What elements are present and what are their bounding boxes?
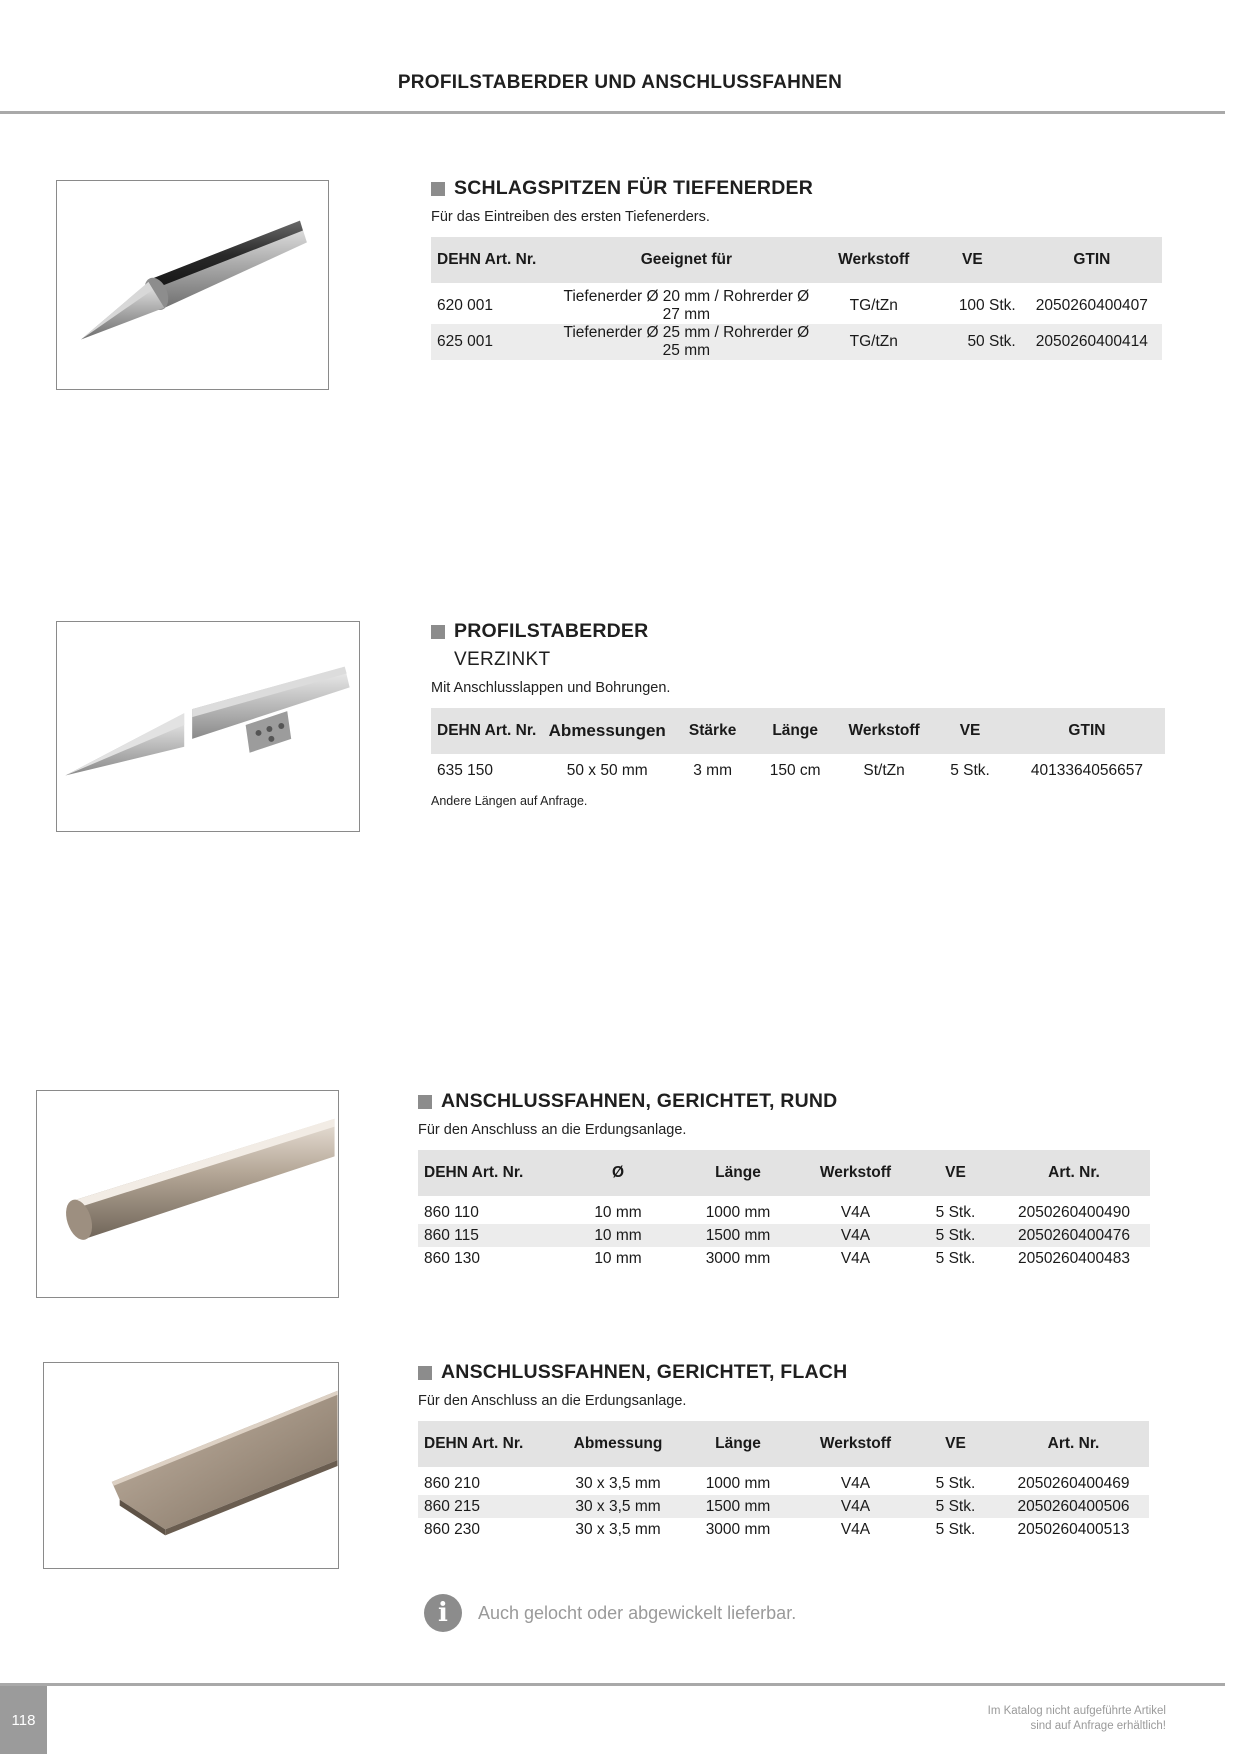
column-header: DEHN Art. Nr. xyxy=(418,1150,558,1196)
table-cell: 2050260400476 xyxy=(998,1224,1150,1247)
table-cell: 10 mm xyxy=(594,1249,642,1267)
product-table xyxy=(418,1421,1149,1541)
table-cell: 860 230 xyxy=(424,1520,481,1538)
section-title-row xyxy=(431,620,1165,643)
table-cell: 860 115 xyxy=(418,1224,558,1247)
table-cell: Tiefenerder Ø 25 mm / Rohrerder Ø 25 mm xyxy=(548,324,824,360)
section-description: Für das Eintreiben des ersten Tiefenerders. xyxy=(431,209,710,225)
page-number: 118 xyxy=(0,1686,47,1754)
column-header: VE xyxy=(913,1421,998,1467)
table-cell: 1500 mm xyxy=(678,1495,798,1518)
footer-divider xyxy=(0,1683,1225,1686)
table-cell: 2050260400469 xyxy=(1017,1474,1130,1492)
table-row xyxy=(431,283,1162,324)
table-cell: 2050260400414 xyxy=(1022,324,1162,360)
table-cell: V4A xyxy=(840,1520,871,1538)
column-header: VE xyxy=(931,708,1009,754)
table-row xyxy=(418,1495,1149,1518)
footer-note xyxy=(988,1704,1166,1734)
table-cell: 860 110 xyxy=(424,1203,479,1221)
table-cell: 5 Stk. xyxy=(913,1224,998,1247)
table-row xyxy=(418,1224,1150,1247)
table-cell: V4A xyxy=(840,1249,871,1267)
table-cell: 30 x 3,5 mm xyxy=(558,1495,678,1518)
table-cell: 625 001 xyxy=(431,324,548,360)
table-cell: 860 210 xyxy=(424,1474,481,1492)
bullet-square-icon xyxy=(418,1366,432,1380)
column-header: Art. Nr. xyxy=(998,1150,1150,1196)
column-header: Ø xyxy=(558,1150,678,1196)
column-header: GTIN xyxy=(1022,237,1162,283)
table-cell: 2050260400490 xyxy=(1017,1203,1131,1221)
table-cell: TG/tZn xyxy=(849,297,898,314)
product-table xyxy=(418,1150,1150,1270)
column-header: DEHN Art. Nr. xyxy=(431,708,543,754)
bullet-square-icon xyxy=(431,182,445,196)
table-row xyxy=(431,324,1162,360)
table-cell: St/tZn xyxy=(863,761,905,779)
section-description: Für den Anschluss an die Erdungsanlage. xyxy=(418,1393,687,1409)
table-cell: Tiefenerder Ø 20 mm / Rohrerder Ø 27 mm xyxy=(563,288,810,323)
table-cell: V4A xyxy=(798,1495,913,1518)
column-header: DEHN Art. Nr. xyxy=(431,237,548,283)
table-cell: 2050260400407 xyxy=(1035,297,1148,314)
page-header-title: PROFILSTABERDER UND ANSCHLUSSFAHNEN xyxy=(397,72,843,93)
table-cell: 50 Stk. xyxy=(923,324,1022,360)
table-cell: 100 Stk. xyxy=(958,297,1016,314)
table-header-row xyxy=(418,1421,1149,1467)
table-cell: 1000 mm xyxy=(705,1474,771,1492)
table-cell: 3000 mm xyxy=(705,1520,771,1538)
section-description: Für den Anschluss an die Erdungsanlage. xyxy=(418,1122,687,1138)
column-header: Länge xyxy=(678,1150,798,1196)
table-cell: 2050260400506 xyxy=(998,1495,1149,1518)
table-cell: TG/tZn xyxy=(824,324,923,360)
table-row xyxy=(418,1196,1150,1224)
table-cell: 860 130 xyxy=(424,1249,481,1267)
section-title: ANSCHLUSSFAHNEN, GERICHTET, RUND xyxy=(441,1090,838,1112)
column-header: VE xyxy=(913,1150,998,1196)
table-cell: 50 x 50 mm xyxy=(566,761,648,779)
table-header-row xyxy=(431,237,1162,283)
footer-note-line: sind auf Anfrage erhältlich! xyxy=(1030,1720,1166,1732)
section-title: PROFILSTABERDER xyxy=(454,620,649,642)
table-cell: 1500 mm xyxy=(678,1224,798,1247)
table-cell: 4013364056657 xyxy=(1030,761,1143,779)
column-header: Abmessung xyxy=(558,1421,678,1467)
table-cell: 620 001 xyxy=(437,297,494,314)
column-header: Werkstoff xyxy=(824,237,923,283)
product-photo-anschlussfahne-flach xyxy=(43,1362,339,1569)
table-cell: V4A xyxy=(798,1224,913,1247)
column-header: GTIN xyxy=(1009,708,1165,754)
section-title-row xyxy=(418,1361,1149,1384)
product-photo-anschlussfahne-rund xyxy=(36,1090,339,1298)
section-subtitle: VERZINKT xyxy=(454,649,551,670)
round-rod-illustration xyxy=(37,1091,338,1297)
table-cell: 3000 mm xyxy=(705,1249,771,1267)
table-row xyxy=(418,1467,1149,1495)
section-profilstaberder xyxy=(431,620,1165,808)
table-cell: 5 Stk. xyxy=(935,1203,976,1221)
section-title-row xyxy=(431,177,1162,200)
table-cell: 30 x 3,5 mm xyxy=(575,1474,661,1492)
table-row xyxy=(418,1247,1150,1270)
table-cell: 5 Stk. xyxy=(935,1249,976,1267)
table-cell: 5 Stk. xyxy=(950,761,990,779)
column-header: Werkstoff xyxy=(837,708,931,754)
table-cell: 3 mm xyxy=(693,761,732,779)
column-header: Art. Nr. xyxy=(998,1421,1149,1467)
section-description: Mit Anschlusslappen und Bohrungen. xyxy=(431,680,671,696)
table-cell: 10 mm xyxy=(558,1224,678,1247)
column-header: Werkstoff xyxy=(798,1421,913,1467)
column-header: DEHN Art. Nr. xyxy=(418,1421,558,1467)
table-cell: 5 Stk. xyxy=(935,1520,976,1538)
table-cell: 2050260400513 xyxy=(1017,1520,1130,1538)
table-cell: 2050260400483 xyxy=(1017,1249,1131,1267)
table-cell: 30 x 3,5 mm xyxy=(575,1520,661,1538)
table-cell: 150 cm xyxy=(769,761,821,779)
table-cell: 10 mm xyxy=(594,1203,642,1221)
bullet-square-icon xyxy=(418,1095,432,1109)
product-photo-schlagspitze xyxy=(56,180,329,390)
column-header: Länge xyxy=(678,1421,798,1467)
product-table xyxy=(431,237,1162,360)
section-schlagspitzen xyxy=(431,177,1162,360)
product-photo-profilstaberder xyxy=(56,621,360,832)
product-table xyxy=(431,708,1165,782)
section-title-row xyxy=(418,1090,1150,1113)
table-header-row xyxy=(431,708,1165,754)
table-cell: 860 215 xyxy=(418,1495,558,1518)
section-anschlussfahnen-flach xyxy=(418,1361,1149,1541)
table-cell: 5 Stk. xyxy=(913,1495,998,1518)
flat-bar-illustration xyxy=(44,1363,338,1568)
table-cell: 5 Stk. xyxy=(935,1474,976,1492)
column-header: Geeignet für xyxy=(548,237,824,283)
table-cell: V4A xyxy=(840,1203,871,1221)
section-note: Andere Längen auf Anfrage. xyxy=(431,794,588,808)
info-text: Auch gelocht oder abgewickelt lieferbar. xyxy=(478,1602,797,1623)
profilstaberder-illustration xyxy=(57,622,359,831)
column-header: Stärke xyxy=(672,708,754,754)
table-row xyxy=(418,1518,1149,1541)
section-anschlussfahnen-rund xyxy=(418,1090,1150,1270)
table-cell: 1000 mm xyxy=(705,1203,771,1221)
section-title: ANSCHLUSSFAHNEN, GERICHTET, FLACH xyxy=(441,1361,848,1383)
column-header: Werkstoff xyxy=(798,1150,913,1196)
schlagspitze-illustration xyxy=(57,181,328,389)
table-cell: V4A xyxy=(840,1474,871,1492)
table-row xyxy=(431,754,1165,782)
info-icon: i xyxy=(424,1594,462,1632)
section-title: SCHLAGSPITZEN FÜR TIEFENERDER xyxy=(454,177,813,199)
header-divider xyxy=(0,111,1225,114)
info-note xyxy=(424,1594,796,1632)
column-header: Abmessungen xyxy=(543,708,672,754)
bullet-square-icon xyxy=(431,625,445,639)
footer-note-line: Im Katalog nicht aufgeführte Artikel xyxy=(987,1705,1166,1717)
table-header-row xyxy=(418,1150,1150,1196)
column-header: VE xyxy=(923,237,1022,283)
table-cell: 635 150 xyxy=(437,761,494,779)
column-header: Länge xyxy=(753,708,836,754)
